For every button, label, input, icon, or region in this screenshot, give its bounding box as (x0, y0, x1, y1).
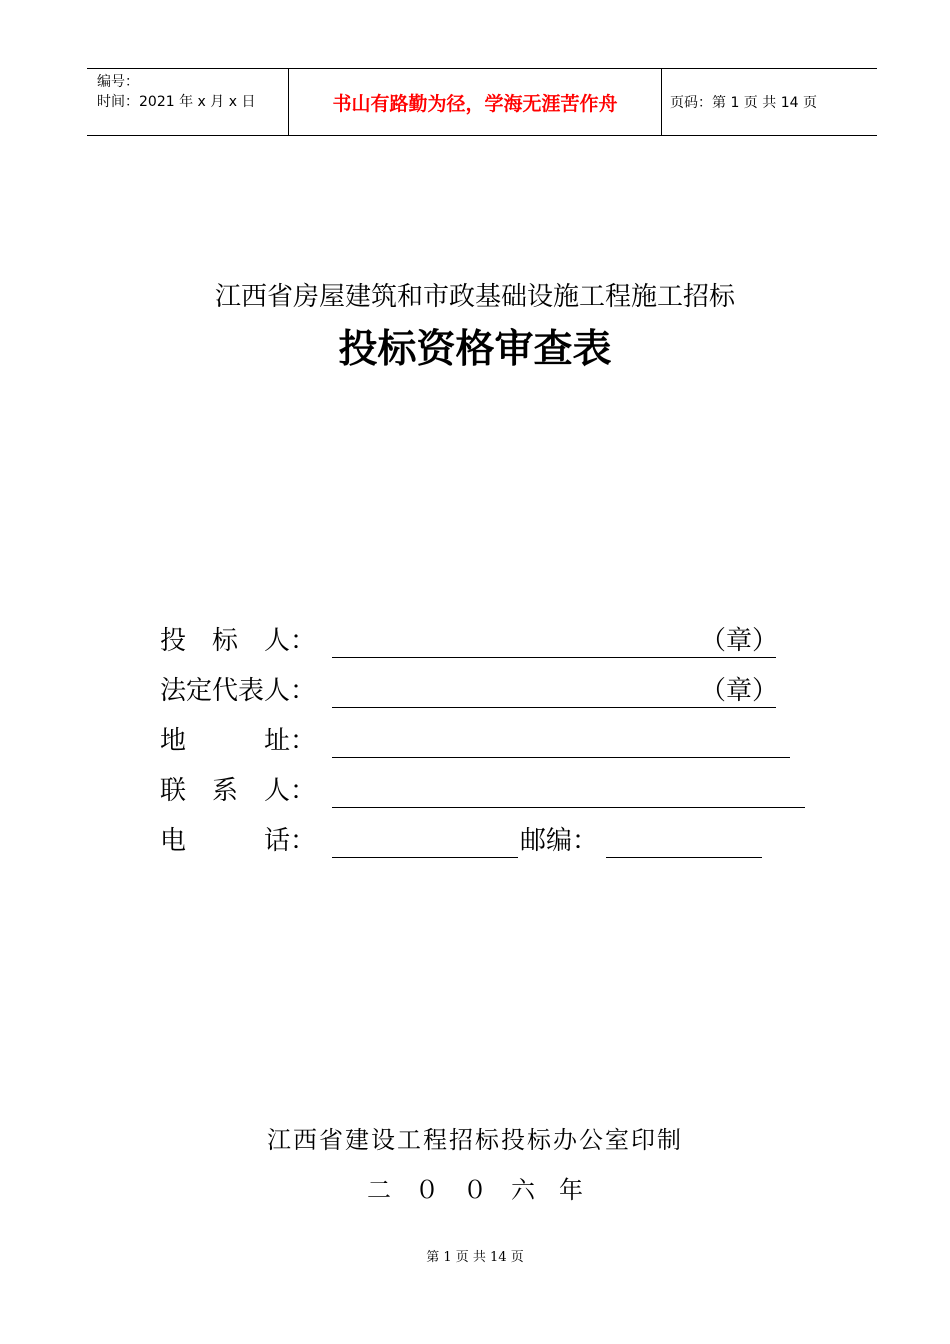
document-subtitle: 江西省房屋建筑和市政基础设施工程施工招标 (214, 282, 735, 312)
legal-rep-label: 法定代表人： (160, 676, 317, 706)
header-motto: 书山有路勤为径，学海无涯苦作舟 (332, 92, 618, 115)
bidder-label: 投 标 人： (160, 626, 317, 656)
page-header (87, 68, 877, 136)
issue-year: 二 ０ ０ 六 年 (367, 1176, 583, 1204)
phone-field[interactable] (332, 824, 518, 858)
postcode-label: 邮编： (520, 826, 599, 856)
header-divider-right (661, 69, 662, 135)
contact-label: 联 系 人： (160, 776, 317, 806)
contact-field[interactable] (332, 774, 805, 808)
legal-rep-seal: （章） (700, 676, 779, 706)
bidder-seal: （章） (700, 626, 779, 656)
address-field[interactable] (332, 724, 790, 758)
document-title: 投标资格审查表 (338, 327, 612, 372)
header-meta (97, 72, 255, 112)
phone-label: 电 话： (160, 826, 317, 856)
postcode-field[interactable] (606, 824, 762, 858)
header-page-info: 页码：第 1 页 共 14 页 (670, 95, 817, 111)
page-footer: 第 1 页 共 14 页 (426, 1250, 524, 1265)
header-time: 时间：2021 年 x 月 x 日 (97, 94, 256, 110)
header-number: 编号： (97, 74, 139, 90)
address-label: 地 址： (160, 726, 317, 756)
issuer-text: 江西省建设工程招标投标办公室印制 (267, 1126, 683, 1154)
